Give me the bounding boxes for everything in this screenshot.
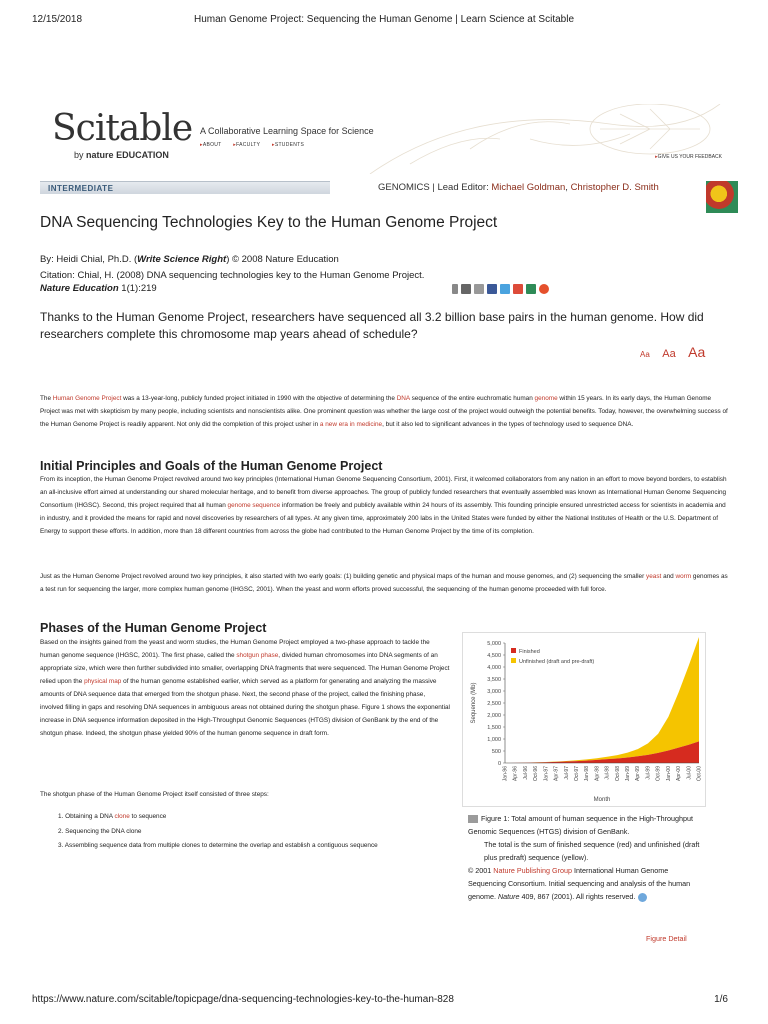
site-tagline: A Collaborative Learning Space for Science: [200, 126, 374, 136]
print-page-number: 1/6: [714, 994, 728, 1005]
text-size-small[interactable]: Aa: [640, 350, 650, 359]
paragraph-goals: [40, 570, 730, 596]
y-tick-label: 4,500: [487, 653, 501, 659]
top-nav: [200, 142, 314, 148]
caption-text-1: Figure 1: Total amount of human sequence in the High-Throughput Genomic Sequences (HTGS) division of GenBank.: [468, 814, 694, 836]
editor-sep: |: [429, 182, 438, 193]
x-tick-label: Apr-96: [512, 766, 519, 782]
y-tick-label: 3,500: [487, 677, 501, 683]
byline-affiliation: Write Science Right: [137, 254, 227, 265]
bookmark-icon[interactable]: [452, 284, 458, 294]
y-tick-label: 0: [497, 761, 501, 767]
y-axis-label: Sequence (Mb): [471, 682, 477, 724]
paragraph-intro: [40, 392, 730, 431]
list-item: [58, 810, 378, 825]
logo-nature-text: nature: [86, 150, 114, 160]
x-tick-label: Jul-00: [686, 766, 693, 780]
stumbleupon-icon[interactable]: [539, 284, 549, 294]
series-unfinished-area: [505, 637, 699, 763]
editor-link-smith[interactable]: Christopher D. Smith: [570, 182, 659, 193]
link-clone[interactable]: clone: [114, 813, 130, 820]
x-tick-label: Jan-00: [665, 766, 672, 782]
y-tick-label: 1,500: [487, 725, 501, 731]
x-tick-label: Jan-97: [543, 766, 550, 782]
level-label: INTERMEDIATE: [48, 184, 114, 193]
byline-suffix: ) © 2008 Nature Education: [226, 254, 339, 265]
level-badge: [40, 181, 330, 194]
link-physical-map[interactable]: physical map: [84, 678, 122, 685]
y-tick-label: 1,000: [487, 737, 501, 743]
text-run: information be freely and publicly available within 24 hours of its assembly. This founding principle ensured unrestricted access for scientists in academia and in industry, and it provided the means for rapid and novel discoveries by researchers of all types. At any given time, approximately 200 labs in the United States were funded by either the National Institutes of Health or the U.S. Department of Energy to support these efforts. In addition, more than 18 different countries from across the globe had contributed to the Human Genome Project by the time of its completion.: [40, 502, 726, 535]
x-tick-label: Oct-98: [614, 766, 621, 782]
editor-line: [378, 182, 659, 193]
byline-prefix: By: Heidi Chial, Ph.D. (: [40, 254, 138, 265]
citation-text: Citation: Chial, H. (2008) DNA sequencing technologies key to the Human Genome Project.: [40, 270, 425, 281]
text-run: of the human genome established earlier, which served as a platform for generating and analyzing the massive amounts of DNA sequence data that emerged from the shotgun phase. Next, the second phase of the project, called the finishing phase, involved filling in gaps and resolving DNA sequences in ambiguous areas not obtained during the shotgun phase. Figure 1 shows the exponential increase in DNA sequence information deposited in the High-Throughput Genomic Sequences (HTGS) division of GenBank by the end of the shotgun phase. Indeed, the shotgun phase yielded 90% of the human genome sequence in draft form.: [40, 678, 450, 737]
caption-line-2: The total is the sum of finished sequence (red) and unfinished (draft plus predraft) sequence (yellow).: [484, 840, 700, 862]
site-banner: [40, 104, 730, 174]
editor-comma: ,: [565, 182, 571, 193]
heading-phases: Phases of the Human Genome Project: [40, 621, 267, 635]
figure-detail-link[interactable]: Figure Detail: [646, 934, 687, 943]
caption-rights: 409, 867 (2001). All rights reserved.: [519, 892, 636, 901]
y-tick-label: 2,000: [487, 713, 501, 719]
link-new-era-medicine[interactable]: a new era in medicine: [319, 421, 383, 428]
x-tick-label: Jul-98: [604, 766, 611, 780]
logo-education-text: EDUCATION: [116, 150, 169, 160]
topic-label: GENOMICS: [378, 182, 430, 193]
text-run: within 15 years. In its early days, the Human Genome Project was met with skepticism by many people, including scientists and nonscientists alike. One prominent question was whether the large cost of the project would outweigh the potential benefits. Today, however, the overwhelming success of the Human Genome Project is readily apparent. Not only did the completion of this project usher in: [40, 395, 728, 428]
caption-line-1: [468, 814, 693, 836]
x-tick-label: Jul-99: [645, 766, 652, 780]
x-tick-label: Oct-96: [533, 766, 540, 782]
text-run: sequence of the entire euchromatic human: [409, 395, 535, 402]
steps-list: [58, 810, 378, 854]
paragraph-principles: [40, 473, 730, 538]
text-run: genomes as a test run for sequencing the larger, more complex human genome (IHGSC, 2001). When the yeast and worm efforts proved successful, the sequencing of the human genome proceeded with full force.: [40, 573, 728, 593]
heading-initial-principles: Initial Principles and Goals of the Human Genome Project: [40, 459, 383, 473]
text-run: , divided human chromosomes into DNA segments of an appropriate size, which were then further subdivided into smaller, overlapping DNA fragments that were sequenced. The Human Genome Project relied upon the: [40, 652, 450, 685]
feedback-link[interactable]: ▸ GIVE US YOUR FEEDBACK: [655, 154, 722, 160]
link-human-genome-project[interactable]: Human Genome Project: [52, 395, 122, 402]
x-tick-label: Jan-99: [625, 766, 632, 782]
y-tick-label: 3,000: [487, 689, 501, 695]
citation-journal: Nature Education: [40, 283, 119, 294]
x-axis-label: Month: [593, 797, 611, 803]
x-tick-label: Apr-99: [635, 766, 642, 782]
caption-source: International Human Genome Sequencing Consortium. Initial sequencing and analysis of the human genome.: [468, 866, 691, 901]
text-size-medium[interactable]: Aa: [662, 348, 676, 360]
figure-caption: [468, 812, 708, 903]
text-run: and: [661, 573, 676, 580]
x-tick-label: Oct-97: [573, 766, 580, 782]
paragraph-steps-intro: The shotgun phase of the Human Genome Project itself consisted of three steps:: [40, 791, 269, 798]
text-run: The: [40, 395, 53, 402]
legend-swatch: [511, 648, 516, 653]
text-run: to sequence: [129, 813, 167, 820]
text-run: was a 13-year-long, publicly funded project initiated in 1990 with the objective of determining the: [121, 395, 397, 402]
editor-label: Lead Editor:: [437, 182, 492, 193]
print-title: Human Genome Project: Sequencing the Human Genome | Learn Science at Scitable: [193, 14, 575, 25]
share-icon[interactable]: [526, 284, 536, 294]
nav-faculty[interactable]: ▸ FACULTY: [233, 142, 260, 148]
x-tick-label: Jan-98: [584, 766, 591, 782]
x-tick-label: Apr-00: [676, 766, 683, 782]
caption-journal: Nature: [497, 892, 520, 901]
link-yeast[interactable]: yeast: [646, 573, 662, 580]
legend-swatch: [511, 658, 516, 663]
link-dna[interactable]: DNA: [396, 395, 410, 402]
text-run: , but it also led to significant advances in the types of technology used to sequence DNA.: [382, 421, 634, 428]
x-tick-label: Apr-97: [553, 766, 560, 782]
text-size-controls: [640, 344, 713, 362]
google-plus-icon[interactable]: [513, 284, 523, 294]
sequence-chart: [463, 633, 707, 808]
email-icon[interactable]: [474, 284, 484, 294]
list-item: 2. Sequencing the DNA clone: [58, 827, 142, 835]
print-url: https://www.nature.com/scitable/topicpage/dna-sequencing-technologies-key-to-the-human-828: [32, 994, 454, 1005]
article-title: DNA Sequencing Technologies Key to the Human Genome Project: [40, 214, 498, 231]
legend-label: Unfinished (draft and pre-draft): [519, 659, 595, 665]
print-icon[interactable]: [461, 284, 471, 294]
info-icon[interactable]: [638, 893, 647, 902]
x-tick-label: Jul-97: [563, 766, 570, 780]
x-tick-label: Jul-96: [522, 766, 529, 780]
x-tick-label: Apr-98: [594, 766, 601, 782]
nav-about[interactable]: ▸ ABOUT: [200, 142, 222, 148]
text-run: From its inception, the Human Genome Project revolved around two key principles (International Human Genome Sequencing Consortium, 2001). First, it welcomed collaborators from any nation in an effort to move beyond borders, to establish an all-inclusive effort aimed at understanding our shared molecular heritage, and to benefit from diverse approaches. The group of publicly funded researchers that eventually assembled was known as International Human Genome Sequencing Consortium (IHGSC). Second, this project required that all human: [40, 476, 727, 509]
article-lede: Thanks to the Human Genome Project, researchers have sequenced all 3.2 billion base pairs in the human genome. How did researchers complete this chromosome map years ahead of schedule?: [40, 310, 704, 341]
logo-by-text: by: [74, 150, 84, 160]
scitable-logo[interactable]: Scitable: [52, 108, 193, 149]
caption-line-3: [468, 866, 690, 901]
logo-byline: [74, 150, 169, 160]
byline: [40, 254, 339, 265]
link-genome-sequence[interactable]: genome sequence: [227, 502, 281, 509]
list-item: 3. Assembling sequence data from multiple clones to determine the overlap and establish a contiguous sequence: [58, 842, 378, 849]
text-run: Just as the Human Genome Project revolved around two key principles, it also started with two early goals: (1) building genetic and physical maps of the human and mouse genomes, and (2) sequencing the smaller: [40, 573, 647, 580]
text-run: 1. Obtaining a DNA: [58, 813, 115, 820]
link-shotgun-phase[interactable]: shotgun phase: [236, 652, 279, 659]
x-tick-label: Oct-99: [655, 766, 662, 782]
nav-students[interactable]: ▸ STUDENTS: [272, 142, 304, 148]
paragraph-phases: [40, 636, 450, 740]
image-icon[interactable]: [468, 815, 478, 823]
editor-link-goldman[interactable]: Michael Goldman: [491, 182, 566, 193]
link-genome[interactable]: genome: [534, 395, 558, 402]
facebook-icon[interactable]: [487, 284, 497, 294]
link-worm[interactable]: worm: [675, 573, 692, 580]
share-toolbar: [452, 284, 549, 296]
topic-thumbnail: [706, 181, 738, 213]
y-tick-label: 500: [491, 749, 501, 755]
twitter-icon[interactable]: [500, 284, 510, 294]
x-tick-label: Jan-96: [502, 766, 509, 782]
caption-copyright: © 2001: [468, 866, 494, 875]
legend-label: Finished: [519, 649, 540, 655]
leaf-illustration-icon: [350, 104, 730, 174]
text-run: Based on the insights gained from the yeast and worm studies, the Human Genome Project employed a two-phase approach to tackle the human genome sequence (IHGSC, 2001). The first phase, called the: [40, 639, 430, 659]
text-size-large[interactable]: Aa: [688, 344, 706, 360]
y-tick-label: 4,000: [487, 665, 501, 671]
citation-volume: 1(1):219: [118, 283, 157, 294]
x-tick-label: Oct-00: [696, 766, 703, 782]
figure-1-chart[interactable]: [462, 632, 706, 807]
print-date: 12/15/2018: [32, 14, 83, 25]
y-tick-label: 2,500: [487, 701, 501, 707]
link-nature-publishing-group[interactable]: Nature Publishing Group: [493, 866, 572, 875]
citation: [40, 269, 440, 295]
y-tick-label: 5,000: [487, 641, 501, 647]
